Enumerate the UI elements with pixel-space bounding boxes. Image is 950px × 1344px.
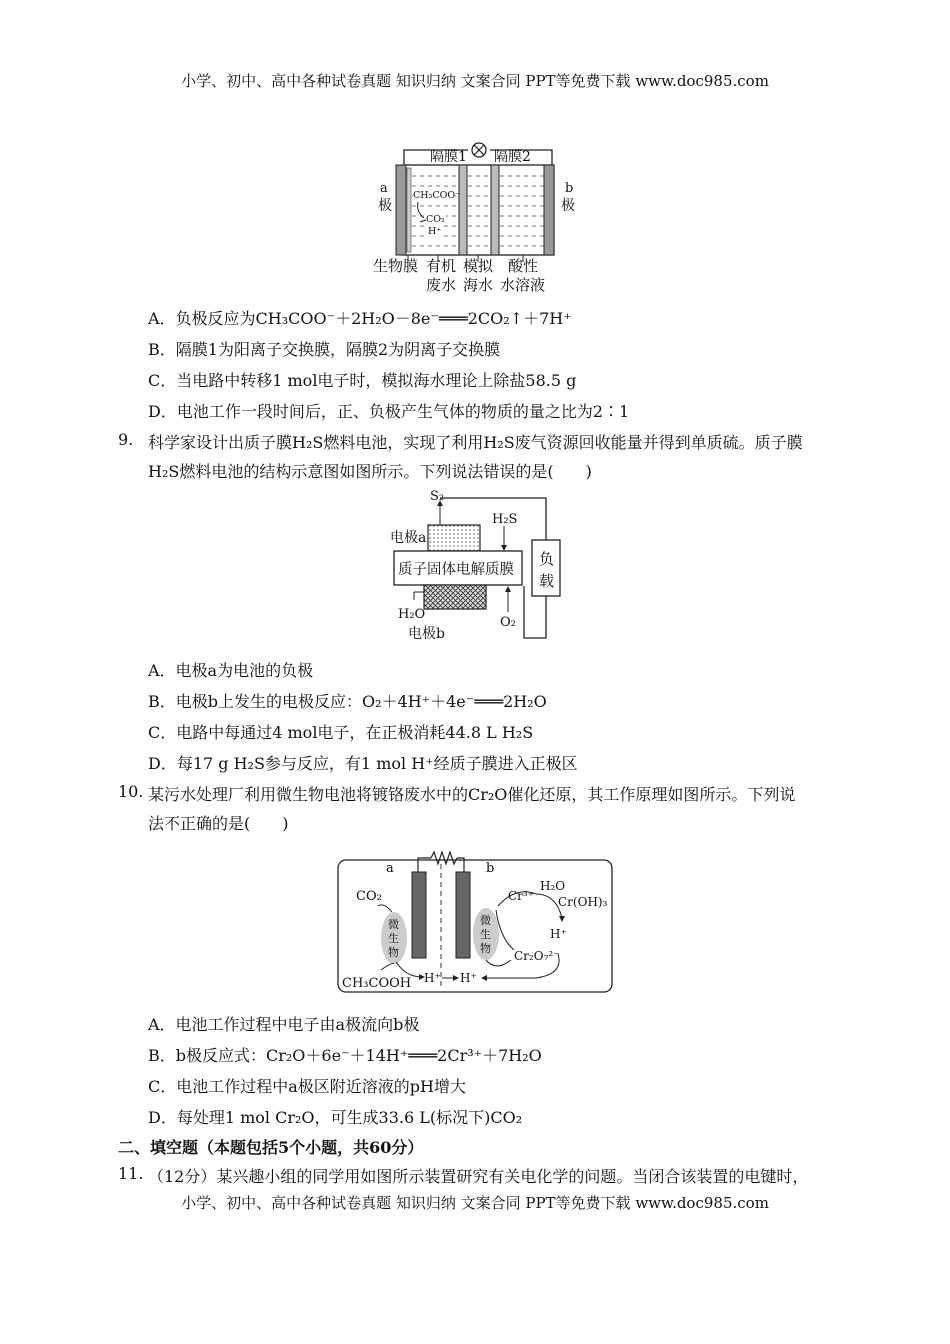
co2-label: CO₂	[356, 889, 382, 904]
h2s-label: H₂S	[492, 512, 518, 527]
svg-text:负: 负	[539, 550, 555, 568]
q9-option-d: D．每17 g H₂S参与反应，有1 mol H⁺经质子膜进入正极区	[148, 754, 578, 773]
electrode-a-label: a	[386, 861, 394, 876]
q11-stem-line1: （12分）某兴趣小组的同学用如图所示装置研究有关电化学的问题。当闭合该装置的电键时，	[148, 1167, 809, 1186]
h2o-label: H₂O	[398, 607, 426, 622]
svg-text:CO₂: CO₂	[426, 214, 445, 225]
svg-text:废水: 废水	[426, 276, 457, 294]
svg-text:CH₃COO⁻: CH₃COO⁻	[413, 190, 461, 201]
q8-option-b: B．隔膜1为阳离子交换膜，隔膜2为阴离子交换膜	[148, 340, 501, 359]
h-plus-label: H⁺	[550, 927, 567, 941]
svg-text:酸性: 酸性	[508, 257, 539, 275]
membrane1-label: 隔膜1	[430, 149, 467, 165]
q10-number: 10.	[118, 782, 144, 801]
svg-text:H⁺: H⁺	[428, 226, 442, 237]
svg-text:物: 物	[480, 942, 491, 955]
q8-option-c: C．当电路中转移1 mol电子时，模拟海水理论上除盐58.5 g	[148, 371, 577, 390]
svg-text:载: 载	[539, 572, 555, 590]
svg-text:微: 微	[480, 914, 491, 927]
q8-option-a: A．负极反应为CH₃COO⁻＋2H₂O－8e⁻═══2CO₂↑＋7H⁺	[148, 309, 572, 328]
cr2o7-label: Cr₂O₇²⁻	[514, 949, 560, 963]
h2o-label: H₂O	[540, 879, 566, 893]
q10-option-c: C．电池工作过程中a极区附近溶液的pH增大	[148, 1077, 466, 1096]
svg-text:生: 生	[480, 928, 491, 941]
svg-text:生物膜: 生物膜	[373, 257, 419, 275]
croh3-label: Cr(OH)₃	[558, 895, 608, 909]
q9-stem-line2: H₂S燃料电池的结构示意图如图所示。下列说法错误的是( )	[148, 462, 592, 481]
electrode-a-label: a	[380, 181, 388, 196]
svg-text:模拟: 模拟	[463, 257, 494, 275]
figure-desalination-cell	[368, 140, 588, 300]
q9-number: 9.	[118, 430, 134, 449]
q10-option-a: A．电池工作过程中电子由a极流向b极	[148, 1015, 420, 1034]
membrane2-label: 隔膜2	[494, 149, 531, 165]
q9-stem-line1: 科学家设计出质子膜H₂S燃料电池，实现了利用H₂S废气资源回收能量并得到单质硫。质子膜	[148, 433, 803, 452]
membrane-label: 质子固体电解质膜	[398, 562, 514, 578]
electrode-b-label: 电极b	[408, 626, 445, 642]
o2-label: O₂	[500, 615, 516, 630]
q9-option-a: A．电极a为电池的负极	[148, 661, 314, 680]
svg-text:有机: 有机	[426, 257, 457, 275]
q10-stem-line1: 某污水处理厂利用微生物电池将镀铬废水中的Cr₂O催化还原，其工作原理如图所示。下列说	[148, 785, 796, 804]
svg-text:极: 极	[378, 198, 392, 214]
svg-text:极: 极	[561, 198, 575, 214]
electrode-a-label: 电极a	[390, 530, 427, 546]
s2-label: S₂	[430, 489, 445, 504]
page-header: 小学、初中、高中各种试卷真题 知识归纳 文案合同 PPT等免费下载 www.doc985.com	[181, 72, 769, 90]
svg-text:生: 生	[388, 932, 399, 945]
svg-text:水溶液: 水溶液	[500, 276, 546, 294]
q10-option-d: D．每处理1 mol Cr₂O，可生成33.6 L(标况下)CO₂	[148, 1108, 523, 1127]
section-heading: 二、填空题（本题包括5个小题，共60分）	[118, 1138, 424, 1157]
svg-text:物: 物	[388, 946, 399, 959]
q10-option-b: B．b极反应式：Cr₂O＋6e⁻＋14H⁺═══2Cr³⁺＋7H₂O	[148, 1046, 542, 1065]
cr3-label: Cr³⁺	[508, 889, 535, 903]
electrode-b-label: b	[486, 861, 495, 876]
page-footer: 小学、初中、高中各种试卷真题 知识归纳 文案合同 PPT等免费下载 www.doc985.com	[181, 1194, 769, 1212]
q10-stem-line2: 法不正确的是( )	[148, 814, 289, 833]
figure-h2s-fuel-cell	[388, 488, 568, 643]
svg-text:微: 微	[388, 918, 399, 931]
q8-option-d: D．电池工作一段时间后，正、负极产生气体的物质的量之比为2∶1	[148, 402, 630, 421]
svg-text:海水: 海水	[463, 276, 494, 294]
q9-option-b: B．电极b上发生的电极反应：O₂＋4H⁺＋4e⁻═══2H₂O	[148, 692, 547, 711]
q9-option-c: C．电路中每通过4 mol电子，在正极消耗44.8 L H₂S	[148, 723, 534, 742]
svg-text:H⁺: H⁺	[424, 971, 441, 985]
ch3cooh-label: CH₃COOH	[342, 976, 412, 991]
electrode-b-label: b	[565, 181, 574, 196]
q11-number: 11.	[118, 1164, 144, 1183]
svg-text:H⁺: H⁺	[460, 971, 477, 985]
figure-microbial-chromium-cell	[336, 842, 616, 997]
